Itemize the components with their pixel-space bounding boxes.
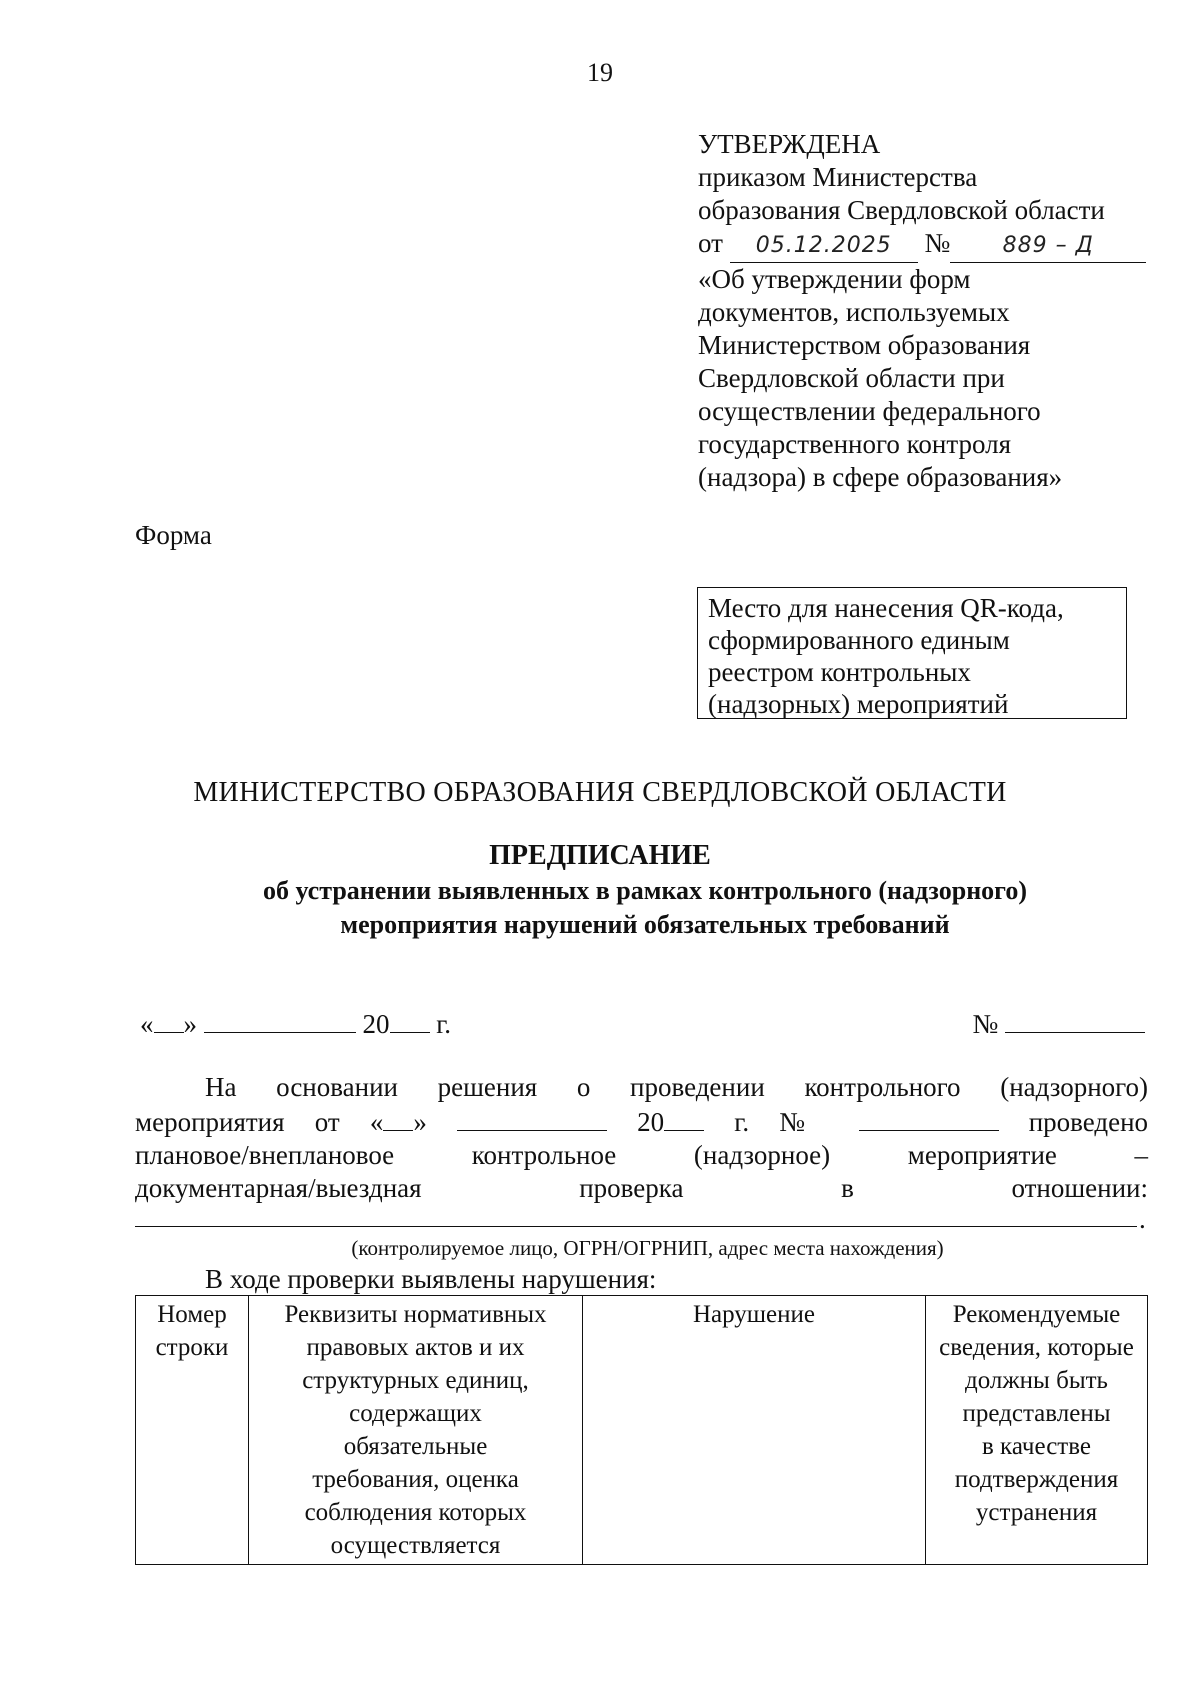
word: (надзорного) (1000, 1072, 1149, 1102)
approval-title-line-6: государственного контроля (698, 429, 1011, 459)
decision-month-blank[interactable] (457, 1104, 607, 1131)
approval-title-line-7: (надзора) в сфере образования» (698, 462, 1063, 492)
approval-date-number-line (698, 227, 1138, 263)
decision-day-blank[interactable] (383, 1104, 413, 1131)
form-label: Форма (135, 520, 212, 550)
basis-paragraph (135, 1071, 1148, 1205)
document-subtitle (140, 874, 1150, 942)
word: – (1134, 1140, 1149, 1170)
approval-heading: УТВЕРЖДЕНА (698, 129, 881, 159)
approval-block (698, 128, 1138, 494)
qr-box-line-3: реестром контрольных (708, 657, 971, 687)
date-close-quote: » (183, 1009, 197, 1039)
day-blank[interactable] (154, 1006, 184, 1033)
header-line: строки (155, 1334, 229, 1361)
decision-date-day: « » (370, 1107, 427, 1137)
header-line: устранения (975, 1499, 1098, 1526)
header-line: представлены (962, 1400, 1111, 1427)
word: в (841, 1173, 854, 1203)
header-line: соблюдения которых (304, 1499, 527, 1526)
number-field (972, 1006, 1145, 1040)
date-open-quote: « (140, 1009, 154, 1039)
number-label: № (972, 1009, 999, 1039)
month-blank[interactable] (204, 1006, 356, 1033)
header-legal-requirements (249, 1296, 583, 1565)
approval-title-line-5: осуществлении федерального (698, 396, 1041, 426)
approval-title-line-4: Свердловской области при (698, 363, 1005, 393)
decision-year-blank[interactable] (664, 1104, 704, 1131)
paragraph-line-3 (135, 1139, 1148, 1172)
word: отношении: (1011, 1173, 1148, 1203)
word: проведено (1028, 1107, 1149, 1137)
header-line: Нарушение (692, 1301, 816, 1328)
word: мероприятия (135, 1107, 285, 1137)
controlled-person-blank[interactable] (135, 1226, 1137, 1227)
approval-date-handwritten: 05.12.2025 (730, 229, 918, 263)
header-line: в качестве (982, 1433, 1091, 1460)
approval-title-line-2: документов, используемых (698, 297, 1010, 327)
word: (надзорное) (693, 1140, 831, 1170)
approval-ministry-line: образования Свердловской области (698, 195, 1105, 225)
page-number: 19 (587, 58, 613, 87)
word: контрольное (471, 1140, 617, 1170)
decision-year: 20 (637, 1107, 704, 1137)
violations-found-label: В ходе проверки выявлены нарушения: (205, 1264, 657, 1294)
approval-number-label: № (924, 228, 951, 258)
paragraph-line-2 (135, 1104, 1148, 1139)
date-field (140, 1006, 451, 1040)
header-line: Рекомендуемые (952, 1301, 1121, 1328)
date-number-row (140, 1006, 1145, 1042)
word: контрольного (804, 1072, 961, 1102)
approval-number-handwritten: 889 – Д (950, 229, 1146, 263)
qr-code-placeholder-box (697, 587, 1127, 719)
qr-box-line-4: (надзорных) мероприятий (708, 689, 1009, 719)
header-violation (583, 1296, 926, 1565)
ministry-heading: МИНИСТЕРСТВО ОБРАЗОВАНИЯ СВЕРДЛОВСКОЙ ОБЛАСТИ (193, 777, 1007, 808)
word: документарная/выездная (135, 1173, 422, 1203)
approval-order-line: приказом Министерства (698, 162, 978, 192)
header-line: Номер (157, 1301, 227, 1328)
controlled-person-caption: (контролируемое лицо, ОГРН/ОГРНИП, адрес места нахождения) (351, 1236, 944, 1260)
header-line: подтверждения (954, 1466, 1119, 1493)
header-line: содержащих (349, 1400, 482, 1427)
word: На (205, 1072, 237, 1102)
blank-end-dot: . (1139, 1204, 1146, 1234)
header-row-number (136, 1296, 249, 1565)
approval-title-line-3: Министерством образования (698, 330, 1031, 360)
word: решения (437, 1072, 538, 1102)
header-line: правовых актов и их (306, 1334, 525, 1361)
word: плановое/внеплановое (135, 1140, 395, 1170)
header-line: требования, оценка (312, 1466, 519, 1493)
word: проведении (630, 1072, 765, 1102)
header-line: сведения, которые (939, 1334, 1134, 1361)
paragraph-line-1 (135, 1071, 1148, 1104)
qr-box-line-1: Место для нанесения QR-кода, (708, 593, 1064, 623)
table-header-row (136, 1296, 1148, 1565)
approval-from-label: от (698, 228, 723, 258)
header-line: обязательные (343, 1433, 488, 1460)
year-prefix: 20 (362, 1009, 390, 1039)
year-blank[interactable] (390, 1006, 430, 1033)
decision-number-blank[interactable] (859, 1104, 999, 1131)
word: г. (734, 1107, 750, 1137)
header-line: должны быть (965, 1367, 1108, 1394)
year-suffix: г. (436, 1009, 452, 1039)
approval-title-line-1: «Об утверждении форм (698, 264, 971, 294)
number-blank[interactable] (1005, 1006, 1145, 1033)
word: мероприятие (907, 1140, 1057, 1170)
word: проверка (579, 1173, 684, 1203)
subtitle-line-2: мероприятия нарушений обязательных требований (340, 910, 950, 939)
paragraph-line-4 (135, 1172, 1148, 1205)
word: основании (276, 1072, 398, 1102)
header-line: Реквизиты нормативных (284, 1301, 547, 1328)
word: о (576, 1072, 591, 1102)
document-title: ПРЕДПИСАНИЕ (489, 840, 711, 871)
header-line: структурных единиц, (302, 1367, 529, 1394)
qr-box-line-2: сформированного единым (708, 625, 1010, 655)
header-recommended-info (926, 1296, 1148, 1565)
subtitle-line-1: об устранении выявленных в рамках контрольного (надзорного) (262, 876, 1027, 905)
violations-table (135, 1295, 1148, 1565)
header-line: осуществляется (330, 1532, 501, 1559)
word: от (314, 1107, 340, 1137)
word: № (779, 1107, 829, 1137)
